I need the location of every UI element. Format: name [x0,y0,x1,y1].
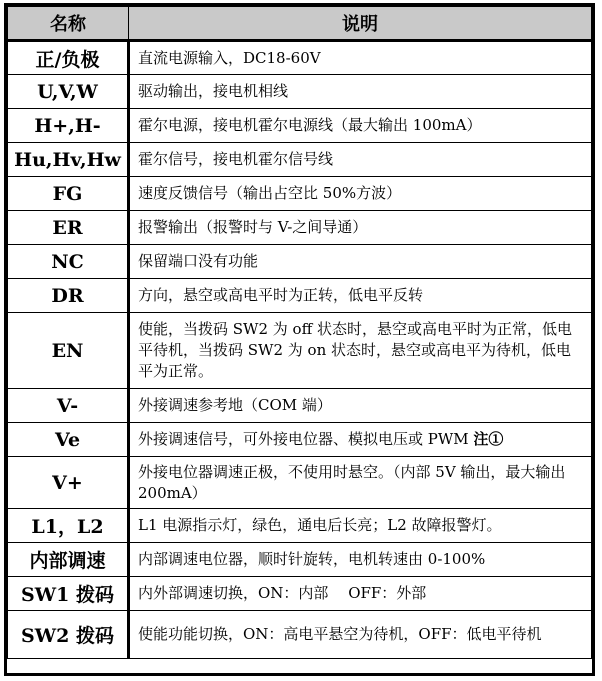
table-row [8,577,592,611]
table-row [8,313,592,389]
pin-description: 内外部调速切换，ON：内部 OFF：外部 [129,577,592,611]
pin-description: 速度反馈信号（输出占空比 50%方波） [129,177,592,211]
pin-name: Ve [8,423,129,457]
table-row [8,389,592,423]
pin-description: 使能，当拨码 SW2 为 off 状态时，悬空或高电平时为正常，低电平待机，当拨码 SW2 为 on 状态时，悬空或高电平为待机，低电平为正常。 [129,313,592,389]
table-row [8,543,592,577]
pin-name: FG [8,177,129,211]
table-row [8,143,592,177]
pin-description: 外接电位器调速正极，不使用时悬空。（内部 5V 输出，最大输出 200mA） [129,457,592,509]
pin-name: ER [8,211,129,245]
pin-description: 霍尔信号，接电机霍尔信号线 [129,143,592,177]
pin-description: 报警输出（报警时与 V-之间导通） [129,211,592,245]
footnote-marker: 注① [473,430,504,448]
table-row [8,109,592,143]
pin-name: EN [8,313,129,389]
pin-description: 使能功能切换，ON：高电平悬空为待机，OFF：低电平待机 [129,611,592,659]
table-row [8,611,592,659]
pin-name: DR [8,279,129,313]
header-description: 说明 [129,7,592,41]
pin-name: L1，L2 [8,509,129,543]
pin-description: 直流电源输入，DC18-60V [129,41,592,75]
pin-description: 保留端口没有功能 [129,245,592,279]
table-row [8,457,592,509]
pin-name: 正/负极 [8,41,129,75]
pin-name: V- [8,389,129,423]
pin-description-text: 外接调速信号，可外接电位器、模拟电压或 PWM [138,430,474,448]
pin-name: H+,H- [8,109,129,143]
pin-description: 内部调速电位器，顺时针旋转，电机转速由 0-100% [129,543,592,577]
pin-name: 内部调速 [8,543,129,577]
table-row [8,423,592,457]
table-row [8,41,592,75]
pin-table-frame [4,3,595,676]
pin-description: L1 电源指示灯，绿色，通电后长亮；L2 故障报警灯。 [129,509,592,543]
table-row [8,279,592,313]
pin-description: 方向，悬空或高电平时为正转，低电平反转 [129,279,592,313]
pin-name: NC [8,245,129,279]
pin-name: SW1 拨码 [8,577,129,611]
table-row [8,211,592,245]
table-row [8,177,592,211]
table-row [8,245,592,279]
pin-name: U,V,W [8,75,129,109]
table-row [8,509,592,543]
header-name: 名称 [8,7,129,41]
pin-name: V+ [8,457,129,509]
pin-description: 霍尔电源，接电机霍尔电源线（最大输出 100mA） [129,109,592,143]
pin-description [129,423,592,457]
pin-description: 驱动输出，接电机相线 [129,75,592,109]
pin-description-table [7,6,592,659]
table-header-row [8,7,592,41]
pin-name: Hu,Hv,Hw [8,143,129,177]
pin-description: 外接调速参考地（COM 端） [129,389,592,423]
table-row [8,75,592,109]
pin-name: SW2 拨码 [8,611,129,659]
